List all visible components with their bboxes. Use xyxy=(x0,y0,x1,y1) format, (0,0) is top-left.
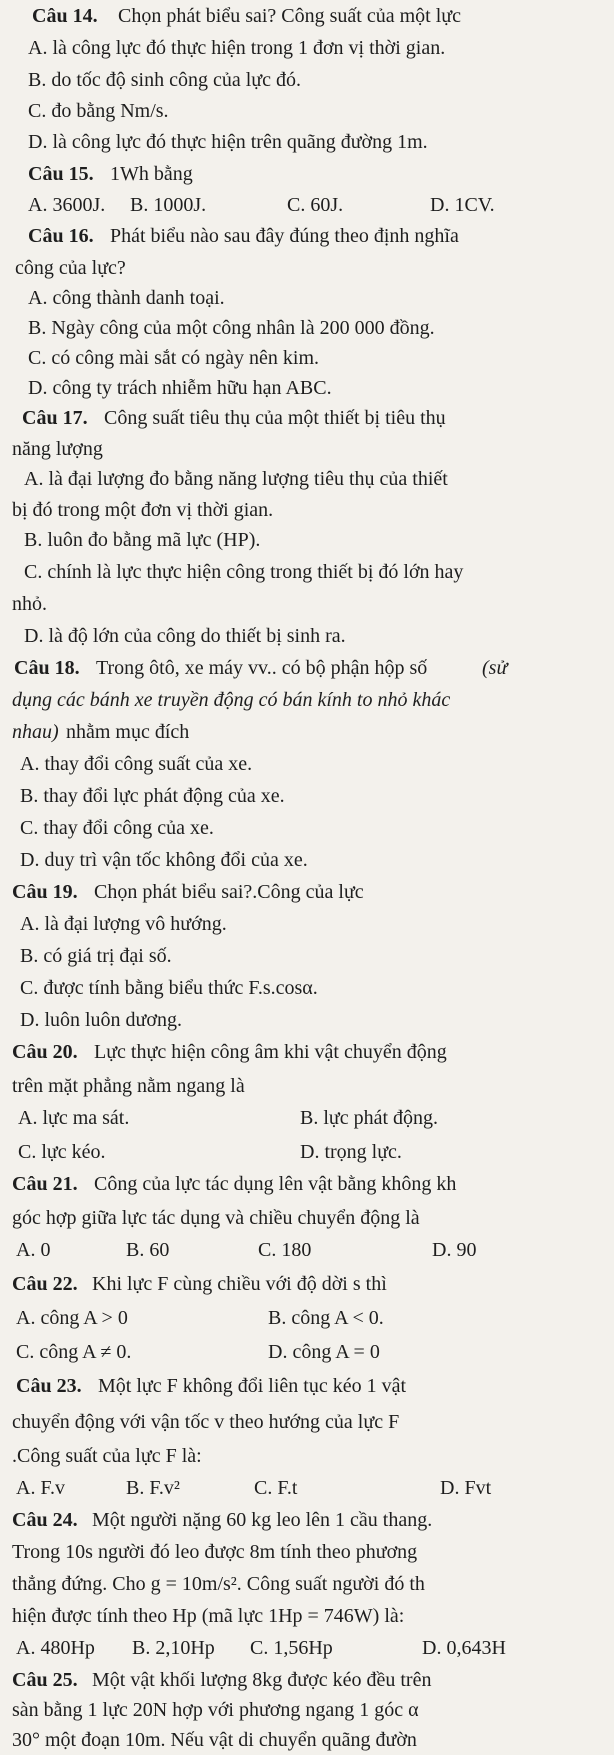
question-number: Câu 14. xyxy=(32,5,98,27)
text-segment: dụng các bánh xe truyền động có bán kính to nhỏ khác xyxy=(12,689,451,711)
text-line xyxy=(0,1103,614,1133)
text-line xyxy=(0,1695,614,1725)
text-segment: Trong ôtô, xe máy vv.. có bộ phận hộp số xyxy=(96,657,428,679)
text-segment: B. 1000J. xyxy=(130,194,207,216)
text-line xyxy=(0,253,614,283)
text-line xyxy=(0,190,614,220)
text-line xyxy=(0,373,614,403)
text-line xyxy=(0,525,614,555)
text-line xyxy=(0,403,614,433)
text-segment: Công suất tiêu thụ của một thiết bị tiêu thụ xyxy=(104,407,446,429)
text-segment: Công của lực tác dụng lên vật bằng không kh xyxy=(94,1173,457,1195)
text-segment: B. lực phát động. xyxy=(300,1107,439,1129)
text-segment: A. 0 xyxy=(16,1239,51,1261)
text-segment: D. 90 xyxy=(432,1239,477,1261)
text-segment: C. 1,56Hp xyxy=(250,1637,333,1659)
text-line xyxy=(0,1071,614,1101)
text-segment: công của lực? xyxy=(15,257,126,279)
question-number: Câu 17. xyxy=(22,407,88,429)
text-segment: A. F.v xyxy=(16,1477,65,1499)
text-segment: thẳng đứng. Cho g = 10m/s². Công suất người đó th xyxy=(12,1573,425,1595)
text-segment: 1Wh bằng xyxy=(110,163,193,185)
text-line xyxy=(0,877,614,907)
text-segment: D. là công lực đó thực hiện trên quãng đường 1m. xyxy=(28,131,428,153)
question-number: Câu 18. xyxy=(14,657,80,679)
text-segment: nhỏ. xyxy=(12,593,47,615)
text-segment: A. công thành danh toại. xyxy=(28,287,225,309)
text-line xyxy=(0,845,614,875)
text-segment: D. duy trì vận tốc không đổi của xe. xyxy=(20,849,308,871)
text-segment: Trong 10s người đó leo được 8m tính theo phương xyxy=(12,1541,418,1563)
text-line xyxy=(0,1137,614,1167)
text-segment: D. Fvt xyxy=(440,1477,492,1499)
text-segment: C. 180 xyxy=(258,1239,312,1261)
text-segment: D. công A = 0 xyxy=(268,1341,380,1363)
text-line xyxy=(0,1601,614,1631)
text-segment: C. được tính bằng biểu thức F.s.cosα. xyxy=(20,977,318,999)
text-segment: A. 3600J. xyxy=(28,194,106,216)
text-line xyxy=(0,1037,614,1067)
text-segment: C. lực kéo. xyxy=(18,1141,106,1163)
text-line xyxy=(0,621,614,651)
text-line xyxy=(0,464,614,494)
text-line xyxy=(0,65,614,95)
text-segment: bị đó trong một đơn vị thời gian. xyxy=(12,499,274,521)
text-segment: B. có giá trị đại số. xyxy=(20,945,172,967)
text-segment: B. 2,10Hp xyxy=(132,1637,215,1659)
text-segment: Một lực F không đổi liên tục kéo 1 vật xyxy=(98,1375,407,1397)
text-line xyxy=(0,973,614,1003)
text-segment: B. công A < 0. xyxy=(268,1307,384,1329)
text-line xyxy=(0,313,614,343)
text-segment: Chọn phát biểu sai? Công suất của một lực xyxy=(118,5,461,27)
text-line xyxy=(0,1303,614,1333)
text-line xyxy=(0,159,614,189)
text-line xyxy=(0,1269,614,1299)
text-segment: C. công A ≠ 0. xyxy=(16,1341,132,1363)
text-line xyxy=(0,781,614,811)
text-segment: Lực thực hiện công âm khi vật chuyển động xyxy=(94,1041,447,1063)
text-segment: C. thay đổi công của xe. xyxy=(20,817,214,839)
text-line xyxy=(0,909,614,939)
text-line xyxy=(0,1235,614,1265)
text-segment: A. lực ma sát. xyxy=(18,1107,130,1129)
text-line xyxy=(0,557,614,587)
text-line xyxy=(0,1725,614,1755)
text-segment: C. 60J. xyxy=(287,194,344,216)
text-segment: D. 1CV. xyxy=(430,194,495,216)
question-number: Câu 15. xyxy=(28,163,94,185)
text-line xyxy=(0,941,614,971)
text-line xyxy=(0,717,614,747)
text-segment: A. là đại lượng vô hướng. xyxy=(20,913,227,935)
text-line xyxy=(0,1537,614,1567)
question-number: Câu 22. xyxy=(12,1273,78,1295)
text-line xyxy=(0,1169,614,1199)
text-line xyxy=(0,1473,614,1503)
text-segment: hiện được tính theo Hp (mã lực 1Hp = 746W) là: xyxy=(12,1605,405,1627)
text-segment: D. công ty trách nhiễm hữu hạn ABC. xyxy=(28,377,332,399)
text-segment: Một vật khối lượng 8kg được kéo đều trên xyxy=(92,1669,432,1691)
text-line xyxy=(0,813,614,843)
question-number: Câu 23. xyxy=(16,1375,82,1397)
text-segment: (sử xyxy=(482,657,508,679)
question-number: Câu 21. xyxy=(12,1173,78,1195)
text-line xyxy=(0,1665,614,1695)
text-segment: Chọn phát biểu sai?.Công của lực xyxy=(94,881,364,903)
question-number: Câu 19. xyxy=(12,881,78,903)
text-line xyxy=(0,283,614,313)
text-line xyxy=(0,589,614,619)
text-segment: nhằm mục đích xyxy=(66,721,190,743)
text-line xyxy=(0,1337,614,1367)
text-line xyxy=(0,221,614,251)
text-segment: D. là độ lớn của công do thiết bị sinh ra. xyxy=(24,625,346,647)
text-line xyxy=(0,343,614,373)
text-line xyxy=(0,1441,614,1471)
question-number: Câu 25. xyxy=(12,1669,78,1691)
text-segment: sàn bằng 1 lực 20N hợp với phương ngang 1 góc α xyxy=(12,1699,419,1721)
question-number: Câu 16. xyxy=(28,225,94,247)
text-segment: B. thay đổi lực phát động của xe. xyxy=(20,785,285,807)
text-segment: B. Ngày công của một công nhân là 200 000 đồng. xyxy=(28,317,435,339)
question-number: Câu 20. xyxy=(12,1041,78,1063)
text-segment: A. 480Hp xyxy=(16,1637,95,1659)
text-line xyxy=(0,685,614,715)
text-segment: trên mặt phẳng nằm ngang là xyxy=(12,1075,245,1097)
text-segment: A. thay đổi công suất của xe. xyxy=(20,753,253,775)
text-segment: chuyển động với vận tốc v theo hướng của lực F xyxy=(12,1411,400,1433)
text-segment: .Công suất của lực F là: xyxy=(12,1445,202,1467)
text-line xyxy=(0,495,614,525)
text-segment: D. trọng lực. xyxy=(300,1141,402,1163)
text-segment: C. chính là lực thực hiện công trong thiết bị đó lớn hay xyxy=(24,561,464,583)
text-segment: C. F.t xyxy=(254,1477,298,1499)
text-segment: B. do tốc độ sinh công của lực đó. xyxy=(28,69,302,91)
text-segment: 30° một đoạn 10m. Nếu vật di chuyển quãng đườn xyxy=(12,1729,417,1751)
text-line xyxy=(0,127,614,157)
text-segment: C. có công mài sắt có ngày nên kim. xyxy=(28,347,320,369)
text-line xyxy=(0,1203,614,1233)
text-segment: Một người nặng 60 kg leo lên 1 cầu thang. xyxy=(92,1509,433,1531)
text-line xyxy=(0,1569,614,1599)
text-segment: B. 60 xyxy=(126,1239,170,1261)
text-segment: năng lượng xyxy=(12,438,103,460)
text-segment: A. công A > 0 xyxy=(16,1307,128,1329)
text-segment: góc hợp giữa lực tác dụng và chiều chuyển động là xyxy=(12,1207,420,1229)
text-segment: D. 0,643H xyxy=(422,1637,506,1659)
text-line xyxy=(0,96,614,126)
text-segment: Khi lực F cùng chiều với độ dời s thì xyxy=(92,1273,387,1295)
text-segment: C. đo bằng Nm/s. xyxy=(28,100,169,122)
text-line xyxy=(0,1,614,31)
text-line xyxy=(0,434,614,464)
text-line xyxy=(0,33,614,63)
text-line xyxy=(0,653,614,683)
text-segment: Phát biểu nào sau đây đúng theo định nghĩa xyxy=(110,225,459,247)
text-segment: A. là đại lượng đo bằng năng lượng tiêu thụ của thiết xyxy=(24,468,448,490)
text-segment: nhau) xyxy=(12,721,59,743)
text-line xyxy=(0,1407,614,1437)
text-line xyxy=(0,1505,614,1535)
text-segment: B. F.v² xyxy=(126,1477,180,1499)
question-number: Câu 24. xyxy=(12,1509,78,1531)
text-line xyxy=(0,749,614,779)
text-segment: A. là công lực đó thực hiện trong 1 đơn vị thời gian. xyxy=(28,37,446,59)
text-line xyxy=(0,1371,614,1401)
text-segment: B. luôn đo bằng mã lực (HP). xyxy=(24,529,261,551)
text-segment: D. luôn luôn dương. xyxy=(20,1009,182,1031)
text-line xyxy=(0,1005,614,1035)
text-line xyxy=(0,1633,614,1663)
